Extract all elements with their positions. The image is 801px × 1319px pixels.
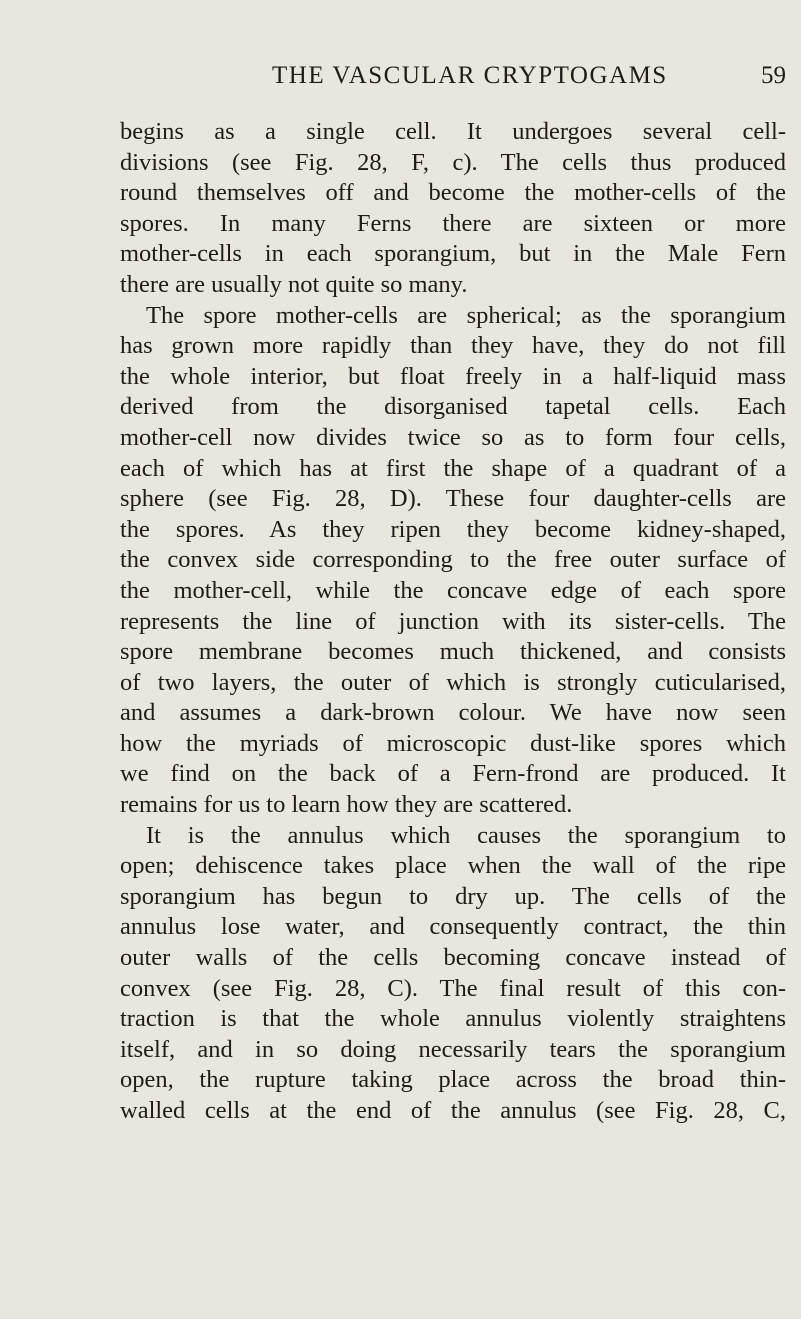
text-line: how the myriads of microscopic dust-like spores which xyxy=(120,729,786,757)
text-line: mother-cells in each sporangium, but in the Male Fern xyxy=(120,240,786,268)
text-line: there are usually not quite so many. xyxy=(120,270,468,298)
body-text xyxy=(120,117,786,1127)
text-line: each of which has at first the shape of a quadrant of a xyxy=(120,454,786,482)
text-line: open, the rupture taking place across the broad thin- xyxy=(120,1066,786,1094)
text-line: convex (see Fig. 28, C). The final result of this con- xyxy=(120,974,786,1002)
text-line: derived from the disorganised tapetal cells. Each xyxy=(120,393,786,421)
text-line: open; dehiscence takes place when the wall of the ripe xyxy=(120,852,786,880)
text-line: sporangium has begun to dry up. The cells of the xyxy=(120,882,786,910)
text-line: round themselves off and become the mother-cells of the xyxy=(120,179,786,207)
text-line: the convex side corresponding to the free outer surface of xyxy=(120,546,786,574)
paragraph-start-line: The spore mother-cells are spherical; as the sporangium xyxy=(146,301,786,329)
text-line: remains for us to learn how they are scattered. xyxy=(120,791,573,819)
text-line: the whole interior, but float freely in a half-liquid mass xyxy=(120,362,786,390)
text-line: begins as a single cell. It undergoes several cell- xyxy=(120,118,786,145)
text-line: outer walls of the cells becoming concave instead of xyxy=(120,944,786,972)
text-line: itself, and in so doing necessarily tears the sporangium xyxy=(120,1035,786,1063)
text-line: mother-cell now divides twice so as to form four cells, xyxy=(120,423,786,451)
page-header xyxy=(120,62,786,94)
text-line: annulus lose water, and consequently contract, the thin xyxy=(120,913,786,941)
text-line: spore membrane becomes much thickened, and consists xyxy=(120,638,786,666)
text-line: divisions (see Fig. 28, F, c). The cells thus produced xyxy=(120,148,786,176)
text-line: of two layers, the outer of which is strongly cuticularised, xyxy=(120,668,786,696)
text-line: the mother-cell, while the concave edge of each spore xyxy=(120,576,786,604)
text-line: spores. In many Ferns there are sixteen or more xyxy=(120,209,786,237)
text-line: we find on the back of a Fern-frond are produced. It xyxy=(120,760,786,788)
text-line: sphere (see Fig. 28, D). These four daughter-cells are xyxy=(120,485,786,513)
text-line: the spores. As they ripen they become kidney-shaped, xyxy=(120,515,786,543)
paragraph-start-line: It is the annulus which causes the sporangium to xyxy=(146,821,786,849)
text-line: walled cells at the end of the annulus (see Fig. 28, C, xyxy=(120,1097,786,1124)
running-head: THE VASCULAR CRYPTOGAMS xyxy=(272,62,668,89)
text-line: represents the line of junction with its sister-cells. The xyxy=(120,607,786,635)
text-line: has grown more rapidly than they have, they do not fill xyxy=(120,332,786,360)
text-line: and assumes a dark-brown colour. We have now seen xyxy=(120,699,786,727)
text-line: traction is that the whole annulus violently straightens xyxy=(120,1005,786,1033)
page-number: 59 xyxy=(761,62,786,89)
